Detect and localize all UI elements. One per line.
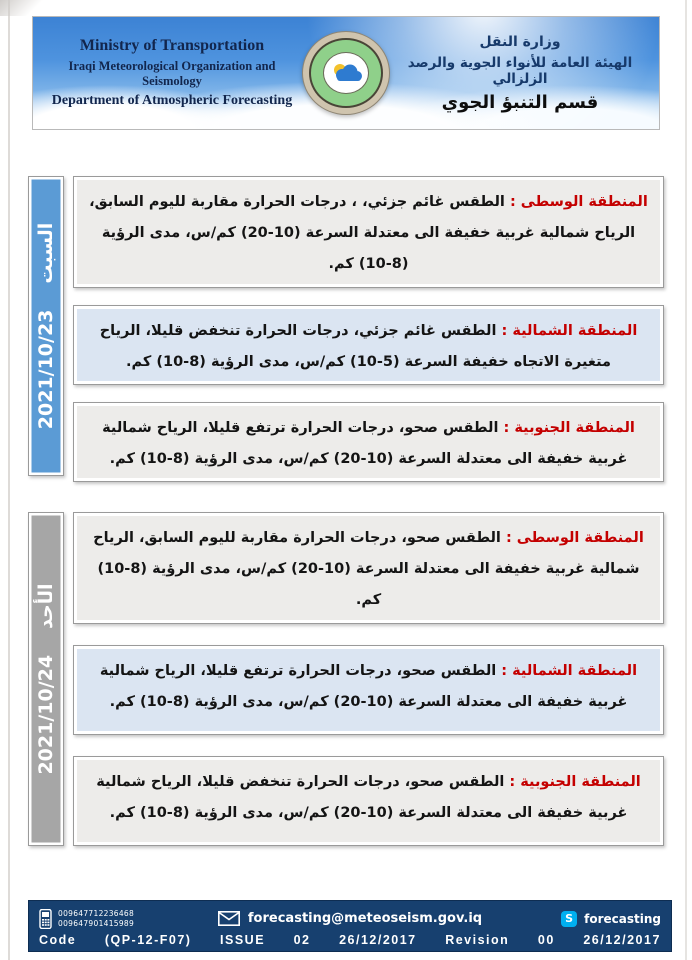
date-bar-sunday-label: [35, 583, 57, 774]
organization-logo-icon: [302, 31, 390, 115]
forecast-box-northern-sun: [73, 645, 664, 735]
forecast-text: الطقس صحو، درجات الحرارة ترتفع قليلا، الرياح شمالية غربية خفيفة الى معتدلة السرعة (10-20) كم/س، مدى الرؤية (8-10) كم.: [102, 419, 628, 468]
forecast-text: الطقس صحو، درجات الحرارة مقاربة لليوم السابق، الرياح شمالية غربية خفيفة الى معتدلة السرعة (10-20) كم/س، مدى الرؤية (8-10) كم.: [93, 530, 640, 609]
date-bar-saturday-label: [35, 223, 57, 430]
department-name-en: Department of Atmospheric Forecasting: [51, 93, 293, 108]
forecast-text: الطقس صحو، درجات الحرارة تنخفض قليلا، الرياح شمالية غربية خفيفة الى معتدلة السرعة (10-20) كم/س، مدى الرؤية (8-10) كم.: [96, 773, 628, 821]
photo-edge-right: [685, 0, 687, 960]
phone-contact: [39, 909, 218, 929]
date-bar-sunday: [28, 512, 64, 846]
header-banner: [32, 16, 660, 130]
footer-contact-row: [29, 901, 671, 933]
revision-word: Revision: [445, 933, 510, 947]
revision-number: 00: [537, 933, 555, 947]
photo-corner-shade: [0, 0, 46, 16]
email-address: forecasting@meteoseism.gov.iq: [247, 911, 483, 926]
phone-numbers: [58, 909, 134, 928]
day-date: 2021/10/23: [35, 309, 57, 430]
skype-username: forecasting: [584, 911, 661, 926]
forecast-text: الطقس صحو، درجات الحرارة ترتفع قليلا، الرياح شمالية غربية خفيفة الى معتدلة السرعة (10-20) كم/س، مدى الرؤية (8-10) كم.: [99, 662, 628, 710]
region-label: المنطقة الجنوبية :: [503, 419, 635, 436]
region-label: المنطقة الجنوبية :: [509, 773, 641, 790]
day-name: الأحد: [35, 583, 57, 629]
region-label: المنطقة الوسطى :: [505, 530, 644, 546]
footer-bar: [28, 900, 672, 952]
issue-number: 02: [293, 933, 311, 947]
saturday-forecast-boxes: [73, 176, 664, 476]
code-word: Code: [39, 933, 77, 947]
region-label: المنطقة الشمالية :: [501, 662, 638, 679]
code-id: (QP-12-F07): [104, 933, 192, 947]
phone-icon: [39, 909, 52, 929]
forecast-group-sunday: [28, 512, 664, 846]
logo-cloud-sun-icon: [323, 52, 369, 94]
skype-contact: [482, 911, 661, 927]
forecast-box-central-sat: [73, 176, 664, 288]
day-name: السبت: [35, 222, 57, 284]
day-date: 2021/10/24: [35, 654, 57, 775]
forecast-box-southern-sat: [73, 402, 664, 482]
org-names-arabic: [395, 34, 645, 113]
revision-date: 26/12/2017: [583, 933, 661, 947]
issue-date: 26/12/2017: [339, 933, 417, 947]
organization-name-ar: الهيئة العامة للأنواء الجوية والرصد الزلزالي: [407, 54, 633, 87]
logo-dark-ring: [309, 38, 383, 108]
forecast-box-northern-sat: [73, 305, 664, 385]
region-label: المنطقة الوسطى :: [509, 194, 648, 210]
mail-icon: [218, 911, 240, 926]
phone-number-1: 009647712236468: [58, 909, 135, 919]
document-code-row: [29, 933, 671, 951]
photo-edge-left: [8, 0, 10, 960]
issue-word: ISSUE: [220, 933, 266, 947]
department-name-ar: قسم التنبؤ الجوي: [441, 91, 599, 113]
phone-number-2: 009647901415989: [58, 918, 135, 928]
email-contact: [218, 911, 482, 926]
forecast-box-southern-sun: [73, 756, 664, 846]
sunday-forecast-boxes: [73, 512, 664, 846]
skype-icon: S: [561, 911, 577, 927]
forecast-box-central-sun: [73, 512, 664, 624]
ministry-name-en: Ministry of Transportation: [79, 37, 265, 54]
forecast-text: الطقس غائم جزئي، درجات الحرارة تنخفض قليلا، الرياح متغيرة الاتجاه خفيفة السرعة (5-10) كم/س، مدى الرؤية (8-10) كم.: [99, 322, 611, 370]
organization-name-en: Iraqi Meteorological Organization and Seismology: [68, 59, 276, 88]
logo-green-ring: [311, 40, 381, 106]
forecast-text: الطقس غائم جزئي، ، درجات الحرارة مقاربة لليوم السابق، الرياح شمالية غربية خفيفة الى معتدلة السرعة (10-20) كم/س، مدى الرؤية (8-10) كم.: [89, 194, 636, 273]
ministry-name-ar: وزارة النقل: [479, 33, 561, 50]
date-bar-saturday: [28, 176, 64, 476]
region-label: المنطقة الشمالية :: [501, 322, 638, 339]
forecast-group-saturday: [28, 176, 664, 476]
org-names-english: [47, 37, 297, 109]
